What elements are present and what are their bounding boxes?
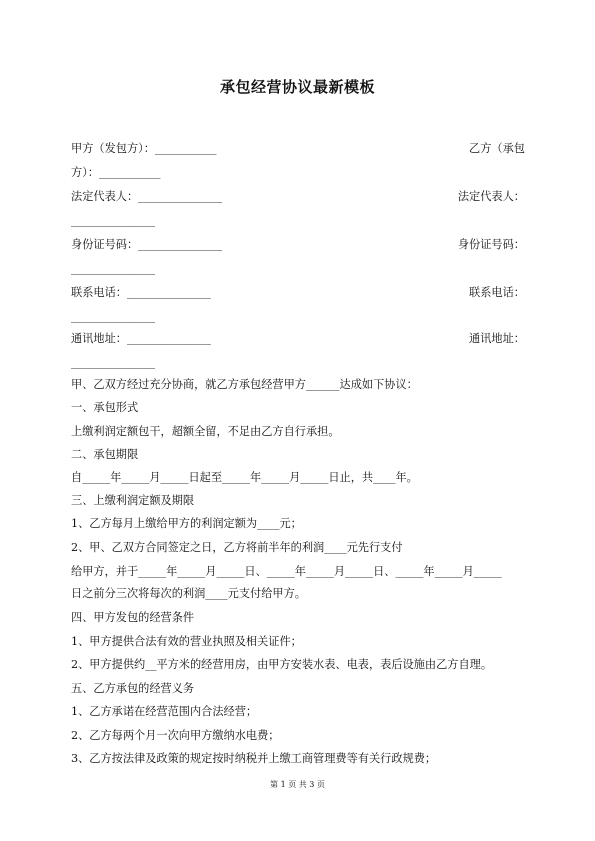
party-b-address: 通讯地址：: [469, 332, 525, 345]
section-5-heading: 五、乙方承包的经营义务: [71, 682, 195, 695]
section-1-heading: 一、承包形式: [71, 401, 139, 414]
party-b-label: 乙方（承包: [469, 142, 525, 155]
party-a-id-number: 身份证号码：_______________: [71, 238, 223, 251]
party-b-representative: 法定代表人：: [457, 190, 525, 203]
section-4-heading: 四、甲方发包的经营条件: [71, 611, 195, 624]
party-a-label: 甲方（发包方）：___________: [71, 142, 217, 155]
party-b-phone-blank: _______________: [71, 310, 155, 323]
party-b-id-number: 身份证号码：: [457, 238, 525, 251]
document-title: 承包经营协议最新模板: [219, 78, 375, 96]
section-2-text: 自_____年_____月_____日起至_____年_____月_____日止，共____年。: [71, 471, 418, 484]
section-5-clause-1: 1、乙方承诺在经营范围内合法经营；: [71, 705, 258, 718]
agreement-intro: 甲、乙双方经过充分协商，就乙方承包经营甲方______达成如下协议：: [71, 378, 418, 391]
section-3-heading: 三、上缴利润定额及期限: [71, 494, 195, 507]
section-2-heading: 二、承包期限: [71, 448, 139, 461]
party-b-label-continued: 方）：___________: [71, 166, 161, 179]
section-4-clause-1: 1、甲方提供合法有效的营业执照及相关证件；: [71, 635, 302, 648]
section-3-clause-1: 1、乙方每月上缴给甲方的利润定额为____元；: [71, 517, 302, 530]
party-b-id-number-blank: _______________: [71, 262, 155, 275]
section-3-clause-2: 2、甲、乙双方合同签定之日，乙方将前半年的利润____元先行支付: [71, 541, 403, 554]
section-1-text: 上缴利润定额包干，超额全留，不足由乙方自行承担。: [71, 425, 340, 438]
party-b-address-blank: _______________: [71, 356, 155, 369]
section-4-clause-2: 2、甲方提供约__平方米的经营用房，由甲方安装水表、电表，表后设施由乙方自理。: [71, 658, 493, 671]
page-number: 第 1 页 共 3 页: [270, 780, 325, 789]
section-3-clause-2-end: 日之前分三次将每次的利润____元支付给甲方。: [71, 587, 306, 600]
party-b-representative-blank: _______________: [71, 214, 155, 227]
section-5-clause-3: 3、乙方按法律及政策的规定按时纳税并上缴工商管理费等有关行政规费；: [71, 752, 437, 765]
party-a-phone: 联系电话：_______________: [71, 286, 211, 299]
section-3-clause-2-cont: 给甲方，并于_____年_____月_____日、_____年_____月_____日、_____年_____月_____: [71, 565, 502, 578]
party-a-address: 通讯地址：_______________: [71, 332, 211, 345]
party-b-phone: 联系电话：: [469, 286, 525, 299]
party-a-representative: 法定代表人：_______________: [71, 190, 223, 203]
section-5-clause-2: 2、乙方每两个月一次向甲方缴纳水电费；: [71, 729, 280, 742]
